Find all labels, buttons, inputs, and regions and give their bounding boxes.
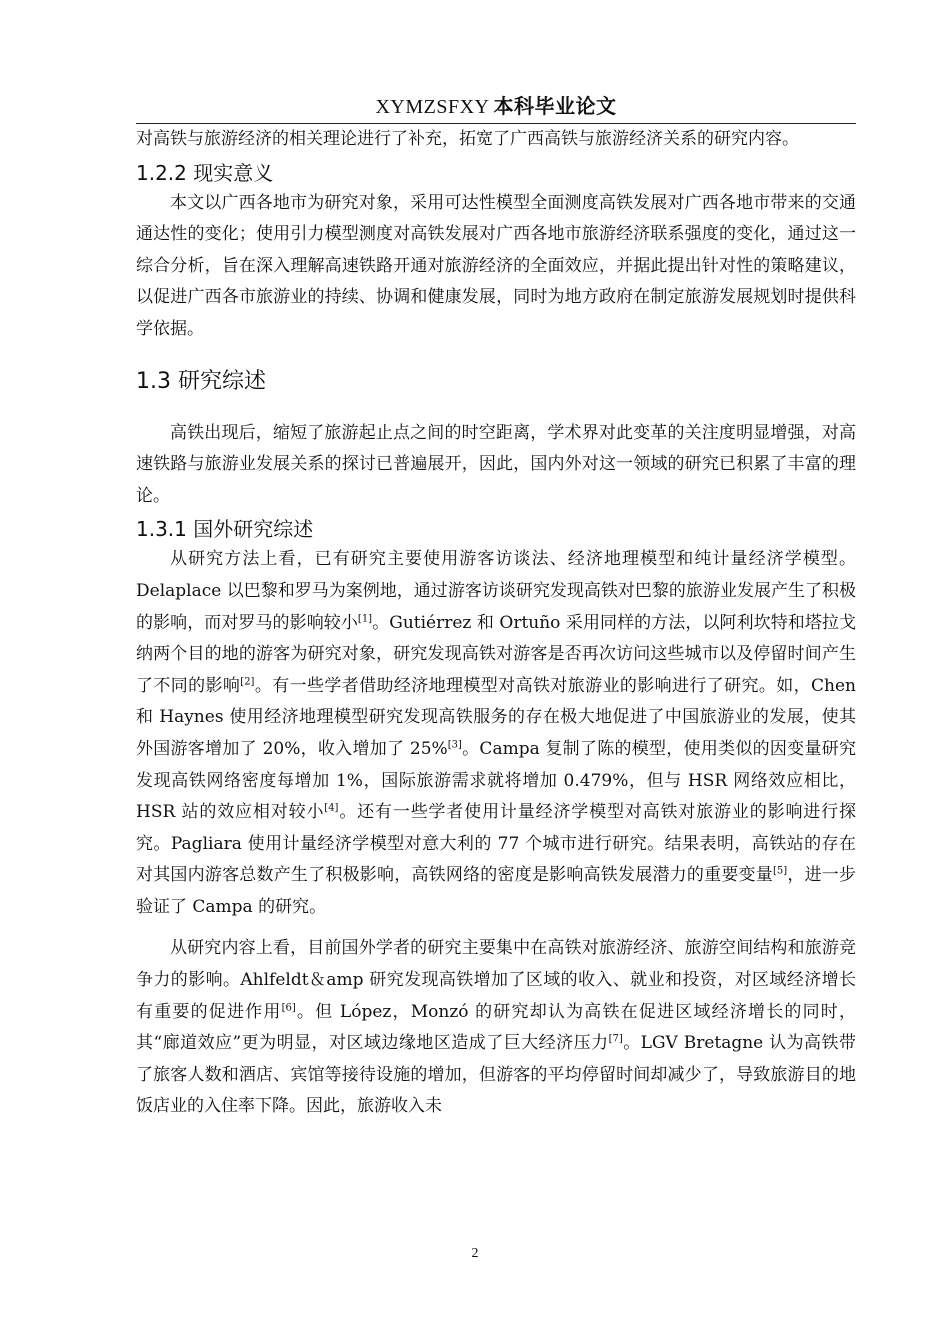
- heading-1-3: 1.3 研究综述: [136, 368, 266, 394]
- text-run: 。还有一些学者使用计量经济学模型对高铁对旅游业的影响进行探究。Pagliara 使用计量经济学模型对意大利的 77 个城市进行研究。结果表明，高铁站的存在对其国内游客总数产生了积极影响，高铁网络的密度是影响高铁发展潜力的重要变量: [136, 802, 856, 886]
- heading-1-2-2: 1.2.2 现实意义: [136, 160, 274, 185]
- text-run: 。LGV Bretagne 认为高铁带了旅客人数和酒店、宾馆等接待设施的增加，但游客的平均停留时间却减少了，导致旅游目的地饭店业的入住率下降。因此，旅游收入未: [136, 1033, 856, 1117]
- text-run: 从研究内容上看，目前国外学者的研究主要集中在高铁对旅游经济、旅游空间结构和旅游竞争力的影响。Ahlfeldt＆amp 研究发现高铁增加了区域的收入、就业和投资，对区域经济增长有重要的促进作用: [136, 938, 856, 1022]
- text-run: ，进一步验证了 Campa 的研究。: [136, 865, 857, 917]
- citation-ref-6: [6]: [281, 1002, 296, 1013]
- citation-ref-2: [2]: [240, 676, 255, 688]
- page-number: 2: [471, 1246, 479, 1261]
- header-thesis-title: 本科毕业论文: [493, 94, 617, 118]
- text-run: 从研究方法上看，已有研究主要使用游客访谈法、经济地理模型和纯计量经济学模型。Delaplace 以巴黎和罗马为案例地，通过游客访谈研究发现高铁对巴黎的旅游业发展产生了积极的影响，而对罗马的影响较小: [136, 549, 856, 633]
- text-run: 。有一些学者借助经济地理模型对高铁对旅游业的影响进行了研究。如，Chen 和 Haynes 使用经济地理模型研究发现高铁服务的存在极大地促进了中国旅游业的发展，使其外国游客增加了 20%，收入增加了 25%: [136, 675, 857, 759]
- page-body: [136, 124, 856, 1123]
- citation-ref-7: [7]: [608, 1033, 623, 1045]
- heading-1-3-1: 1.3.1 国外研究综述: [136, 517, 314, 542]
- paragraph-practical-significance: 本文以广西各地市为研究对象，采用可达性模型全面测度高铁发展对广西各地市带来的交通通达性的变化；使用引力模型测度对高铁发展对广西各地市旅游经济联系强度的变化，通过这一综合分析，旨在深入理解高速铁路开通对旅游经济的全面效应，并据此提出针对性的策略建议，以促进广西各市旅游业的持续、协调和健康发展，同时为地方政府在制定旅游发展规划时提供科学依据。: [136, 192, 856, 339]
- text-run: 。Gutiérrez 和 Ortuño 采用同样的方法，以阿利坎特和塔拉戈纳两个目的地的游客为研究对象，研究发现高铁对游客是否再次访问这些城市以及停留时间产生了不同的影响: [136, 612, 857, 696]
- header-school-code: XYMZSFXY: [375, 96, 490, 118]
- citation-ref-4: [4]: [324, 802, 339, 814]
- paragraph-intro-continuation: 对高铁与旅游经济的相关理论进行了补充，拓宽了广西高铁与旅游经济关系的研究内容。: [136, 129, 799, 149]
- paragraph-research-content: [136, 933, 856, 1123]
- text-run: 。但 López，Monzó 的研究却认为高铁在促进区域经济增长的同时，其“廊道效应”更为明显，对区域边缘地区造成了巨大经济压力: [136, 1001, 857, 1054]
- citation-ref-5: [5]: [772, 865, 788, 877]
- citation-ref-3: [3]: [447, 739, 462, 751]
- text-run: 。Campa 复制了陈的模型，使用类似的因变量研究发现高铁网络密度每增加 1%，国际旅游需求就将增加 0.479%，但与 HSR 网络效应相比，HSR 站的效应相对较小: [136, 738, 856, 823]
- page-header: [136, 90, 856, 119]
- paragraph-research-methods: [136, 544, 856, 923]
- citation-ref-1: [1]: [357, 612, 373, 624]
- paragraph-review-overview: 高铁出现后，缩短了旅游起止点之间的时空距离，学术界对此变革的关注度明显增强，对高速铁路与旅游业发展关系的探讨已普遍展开，因此，国内外对这一领域的研究已积累了丰富的理论。: [136, 422, 856, 506]
- paragraph-spacer: [136, 923, 856, 933]
